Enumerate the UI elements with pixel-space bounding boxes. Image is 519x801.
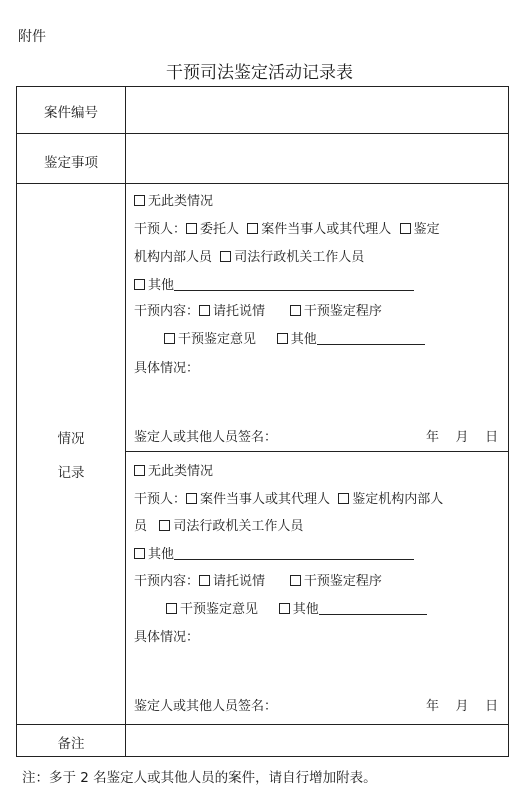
record-label-line1: 情况 (57, 431, 85, 447)
record1-content-line: 干预内容： 请托说情 干预鉴定程序 (134, 304, 382, 319)
fill-line[interactable] (174, 559, 414, 560)
record1-details-label: 具体情况： (134, 361, 200, 376)
checkbox[interactable] (134, 195, 145, 206)
checkbox[interactable] (159, 520, 170, 531)
matter-label: 鉴定事项 (44, 155, 98, 171)
case-number-label: 案件编号 (44, 105, 98, 121)
record1-other-option[interactable]: 其他 (134, 274, 414, 293)
record2-signature-label: 鉴定人或其他人员签名： (134, 699, 278, 714)
record-divider (125, 451, 508, 452)
record1-signature-label: 鉴定人或其他人员签名： (134, 430, 278, 445)
checkbox[interactable] (186, 223, 197, 234)
record2-other-option[interactable]: 其他 (134, 543, 414, 562)
fill-line[interactable] (319, 614, 427, 615)
record1-date: 年 月 日 (426, 430, 499, 445)
record2-date: 年 月 日 (426, 699, 499, 714)
remarks-label: 备注 (57, 736, 85, 752)
fill-line[interactable] (317, 344, 425, 345)
checkbox[interactable] (247, 223, 258, 234)
form-title: 干预司法鉴定活动记录表 (166, 63, 353, 83)
checkbox[interactable] (134, 279, 145, 290)
checkbox[interactable] (279, 603, 290, 614)
record1-none-option[interactable]: 无此类情况 (134, 190, 213, 209)
record1-interferer-line: 干预人： 委托人 案件当事人或其代理人 鉴定 (134, 222, 440, 237)
checkbox[interactable] (134, 465, 145, 476)
checkbox[interactable] (277, 333, 288, 344)
row-divider (17, 183, 508, 184)
checkbox[interactable] (338, 493, 349, 504)
checkbox[interactable] (186, 493, 197, 504)
checkbox[interactable] (400, 223, 411, 234)
checkbox[interactable] (164, 333, 175, 344)
attachment-label: 附件 (18, 29, 46, 45)
record2-interferer-line: 干预人： 案件当事人或其代理人 鉴定机构内部人 (134, 492, 444, 507)
record2-content-line: 干预内容： 请托说情 干预鉴定程序 (134, 574, 382, 589)
footnote: 注：多于 2 名鉴定人或其他人员的案件，请自行增加附表。 (22, 770, 377, 786)
checkbox[interactable] (290, 575, 301, 586)
record2-content-line-cont: 干预鉴定意见 其他 (166, 598, 427, 617)
row-divider (17, 724, 508, 725)
record-table (16, 86, 509, 757)
record-label-line2: 记录 (57, 465, 85, 481)
checkbox[interactable] (134, 548, 145, 559)
column-divider (125, 87, 126, 756)
record1-interferer-line-cont: 机构内部人员 司法行政机关工作人员 (134, 250, 365, 265)
record1-content-line-cont: 干预鉴定意见 其他 (164, 328, 425, 347)
fill-line[interactable] (174, 290, 414, 291)
record2-details-label: 具体情况： (134, 630, 200, 645)
checkbox[interactable] (199, 305, 210, 316)
row-divider (17, 133, 508, 134)
checkbox[interactable] (166, 603, 177, 614)
checkbox[interactable] (220, 251, 231, 262)
checkbox[interactable] (199, 575, 210, 586)
record2-interferer-line-cont: 员 司法行政机关工作人员 (134, 519, 304, 534)
record2-none-option[interactable]: 无此类情况 (134, 460, 213, 479)
checkbox[interactable] (290, 305, 301, 316)
